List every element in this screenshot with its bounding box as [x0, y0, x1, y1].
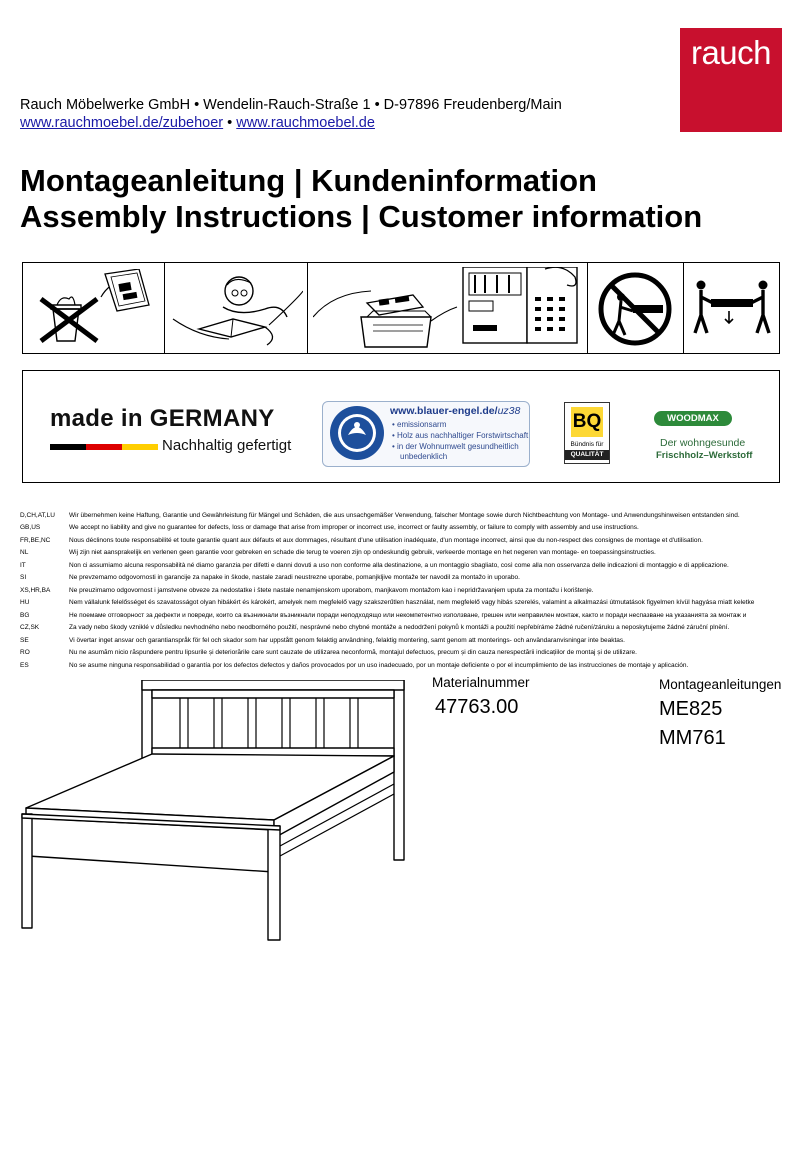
country-codes: NL	[20, 549, 29, 556]
country-codes: SI	[20, 574, 27, 581]
assembly-instructions-label: Montageanleitungen	[659, 677, 782, 692]
disclaimer-text: Non ci assumiamo alcuna responsabilità né diamo garanzia per difetti e danni dovuti a uso non conforme alla destinazione, a un montaggio sbagliato, così come alla non osservanza delle indicazioni di montaggio e di applicazione.	[69, 562, 729, 569]
bq-quality-badge	[564, 402, 610, 464]
title-german: Montageanleitung | Kundeninformation	[20, 163, 597, 198]
country-codes: FR,BE,NC	[20, 537, 51, 544]
bq-line2: QUALITÄT	[565, 450, 609, 460]
flag-red-stripe	[86, 444, 122, 450]
country-codes: XS,HR,BA	[20, 587, 51, 594]
country-codes: ES	[20, 662, 29, 669]
country-codes: GB,US	[20, 524, 41, 531]
url-suffix: uz38	[497, 405, 521, 417]
disclaimer-text: Vi övertar inget ansvar och garantianspråk för fel och skador som har uppstått genom felaktig användning, felaktig montering, samt genom att monterings- och användaranvisningar inte beaktas.	[69, 637, 625, 644]
disclaimer-text: Nu ne asumăm nicio răspundere pentru lipsurile și deteriorările care sunt cauzate de utilizarea neconformă, montajul defectuos, precum și din cauza nerespectării indicațiilor de montaj și de utilizare.	[69, 649, 637, 656]
disclaimer-text: Wir übernehmen keine Haftung, Garantie und Gewährleistung für Mängel und Schäden, die aus unsachgemäßer Verwendung, falscher Montage sowie durch Nichtbeachtung von Montage- und Anwendungshinweisen entstanden sind.	[69, 512, 740, 519]
blauer-engel-item: • emissionsarm	[392, 420, 447, 429]
assembly-instruction-code: ME825	[659, 698, 723, 720]
disclaimer-text: Za vady nebo škody vzniklé v důsledku nevhodného nebo neodborného použití, nesprávné nebo chybné montáže a nedodržení pokynů k montáži a použití nepřebíráme žádné ručení/záruku a neposkytujeme žádné záruční plnění.	[69, 624, 730, 631]
bed-illustration	[18, 680, 418, 942]
company-address: Rauch Möbelwerke GmbH • Wendelin-Rauch-Straße 1 • D-97896 Freudenberg/Main	[20, 97, 562, 113]
disclaimer-text: Nem vállalunk felelősséget és szavatosságot olyan hibákért és károkért, amelyek nem megfelelő vagy szakszerűtlen használat, nem megfelelő vagy hibás szerelés, valamint a alkalmazási útmutatások figyelmen kívül hagyása miatt keletke	[69, 599, 755, 606]
disclaimer-text: We accept no liability and give no guarantee for defects, loss or damage that arise from improper or incorrect use, incorrect or faulty assembly, or failure to comply with assembly and use instructions.	[69, 524, 639, 531]
blauer-engel-item: • Holz aus nachhaltiger Forstwirtschaft	[392, 431, 529, 440]
country-codes: IT	[20, 562, 26, 569]
country-codes: BG	[20, 612, 30, 619]
blauer-engel-icon	[328, 403, 386, 463]
country-codes: D,CH,AT,LU	[20, 512, 55, 519]
country-codes: RO	[20, 649, 30, 656]
flag-gold-stripe	[122, 444, 158, 450]
assembly-instruction-code: MM761	[659, 727, 726, 749]
pictogram-strip	[22, 262, 780, 354]
divider	[683, 263, 684, 353]
disclaimer-text: Ne preuzimamo odgovornost i jamstvene obveze za nedostatke i štete nastale nenamjenskom uporabom, manjkavom montažom kao i nepridržavanjem uputa za montažu i korištenje.	[69, 587, 594, 594]
blauer-engel-url	[390, 405, 520, 417]
no-trash-icon	[31, 269, 157, 347]
material-number-label: Materialnummer	[432, 675, 530, 690]
no-single-person-carry-icon	[593, 271, 677, 349]
two-person-carry-icon	[689, 275, 775, 345]
url-prefix: www.blauer-engel.de/	[390, 405, 498, 417]
divider	[164, 263, 165, 353]
woodmax-line2: Frischholz–Werkstoff	[656, 450, 753, 461]
header-links	[20, 114, 375, 132]
link-separator: •	[223, 115, 237, 131]
country-codes: SE	[20, 637, 29, 644]
disclaimer-text: Nous déclinons toute responsabilité et toute garantie quant aux défauts et aux dommages, résultant d'une utilisation inadéquate, d'un montage incorrect, ainsi que du non-respect des consignes de montage et d'utilisation.	[69, 537, 703, 544]
country-codes: CZ,SK	[20, 624, 40, 631]
blauer-engel-item: unbedenklich	[400, 452, 448, 461]
logo-text: rauch	[690, 34, 772, 71]
bq-line1: Bündnis für	[570, 441, 604, 448]
divider	[307, 263, 308, 353]
rauch-logo	[680, 28, 782, 132]
sustainably-made-text: Nachhaltig gefertigt	[162, 437, 292, 454]
flag-black-stripe	[50, 444, 86, 450]
disclaimer-text: No se asume ninguna responsabilidad o garantía por los defectos defectos y daños provocados por un uso inadecuado, por un montaje deficiente o por el incumplimiento de las instrucciones de montaje y aplicación.	[69, 662, 689, 669]
disclaimer-text: Wij zijn niet aansprakelijk en verlenen geen garantie voor gebreken en schade die terug te voeren zijn op ondeskundig gebruik, verkeerde montage en het negeren van montage- en toepassingsinstructies.	[69, 549, 656, 556]
woodmax-badge: WOODMAX	[654, 411, 732, 426]
woodmax-line1: Der wohngesunde	[660, 437, 746, 449]
material-number-value: 47763.00	[435, 696, 519, 718]
title-english: Assembly Instructions | Customer information	[20, 199, 703, 234]
disclaimer-text: Ne prevzemamo odgovornosti in garancije za napake in škode, nastale zaradi neustrezne uporabe, pomanjkljive montaže ter navodil za montažo in uporabo.	[69, 574, 520, 581]
website-link[interactable]: www.rauchmoebel.de	[236, 115, 375, 131]
disclaimer-text: Не поемаме отговорност за дефекти и повреди, които са възникнали възникнали поради неподходящо или некомпетентно използване, грешен или неправилен монтаж, както и поради неспазване на указанията за монтаж и	[69, 612, 747, 619]
accessories-link[interactable]: www.rauchmoebel.de/zubehoer	[20, 115, 224, 131]
country-codes: HU	[20, 599, 30, 606]
divider	[587, 263, 588, 353]
archive-folder-icon	[313, 267, 583, 349]
blauer-engel-item: • in der Wohnumwelt gesundheitlich	[392, 442, 519, 451]
made-in-germany-text: made in GERMANY	[50, 405, 275, 432]
bq-letters: BQ	[571, 407, 603, 437]
reading-instructions-icon	[169, 267, 303, 349]
